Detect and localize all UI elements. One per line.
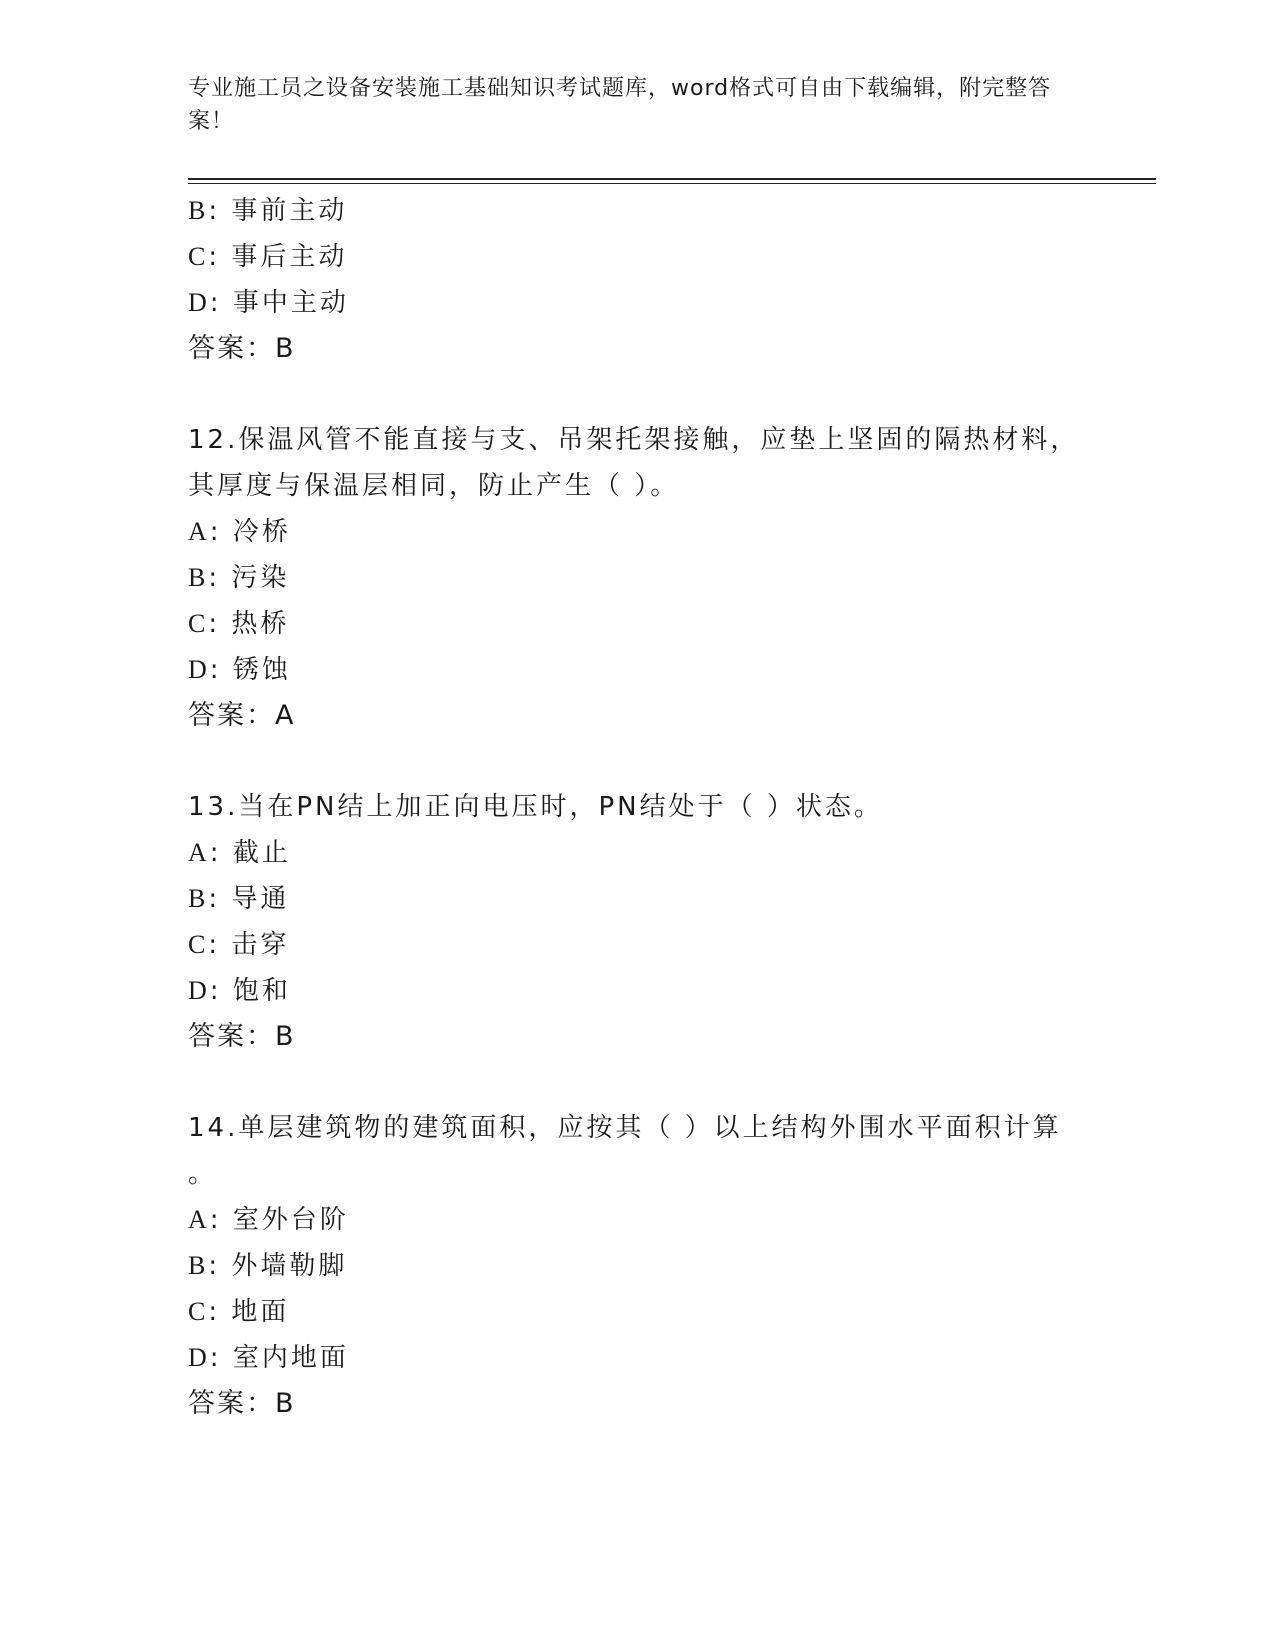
option-d: D: 室内地面 (188, 1343, 349, 1373)
question-content (188, 188, 1088, 1427)
header-divider-thin (188, 183, 1156, 184)
option-a: A: 截止 (188, 838, 291, 868)
header-text: 专业施工员之设备安装施工基础知识考试题库，word格式可自由下载编辑，附完整答案！ (188, 76, 1052, 134)
question-stem: 12.保温风管不能直接与支、吊架托架接触，应垫上坚固的隔热材料， (188, 425, 1080, 455)
option-d: D: 锈蚀 (188, 655, 291, 685)
question-11-tail (188, 188, 1088, 372)
question-12 (188, 417, 1088, 739)
header-divider-thick (188, 178, 1156, 180)
answer-line: 答案：B (188, 1021, 296, 1052)
spacer (188, 372, 1088, 417)
option-a: A: 冷桥 (188, 517, 291, 547)
answer-line: 答案：B (188, 1388, 296, 1419)
document-header (188, 72, 1068, 138)
question-stem: 14.单层建筑物的建筑面积，应按其（ ）以上结构外围水平面积计算 (188, 1113, 1062, 1143)
question-stem-continued: 其厚度与保温层相同，防止产生（ ）。 (188, 471, 680, 501)
option-c: C: 地面 (188, 1297, 290, 1327)
option-c: C: 热桥 (188, 609, 290, 639)
spacer (188, 1060, 1088, 1105)
option-b: B: 事前主动 (188, 196, 348, 226)
option-b: B: 外墙勒脚 (188, 1251, 348, 1281)
option-a: A: 室外台阶 (188, 1205, 349, 1235)
option-d: D: 饱和 (188, 976, 291, 1006)
option-b: B: 导通 (188, 884, 290, 914)
answer-line: 答案：A (188, 700, 296, 731)
question-stem-continued: 。 (188, 1159, 218, 1189)
option-c: C: 事后主动 (188, 242, 348, 272)
question-14 (188, 1105, 1088, 1427)
option-b: B: 污染 (188, 563, 290, 593)
spacer (188, 739, 1088, 784)
option-c: C: 击穿 (188, 930, 290, 960)
answer-line: 答案：B (188, 333, 296, 364)
question-13 (188, 784, 1088, 1060)
option-d: D: 事中主动 (188, 288, 349, 318)
question-stem: 13.当在PN结上加正向电压时，PN结处于（ ）状态。 (188, 792, 883, 822)
